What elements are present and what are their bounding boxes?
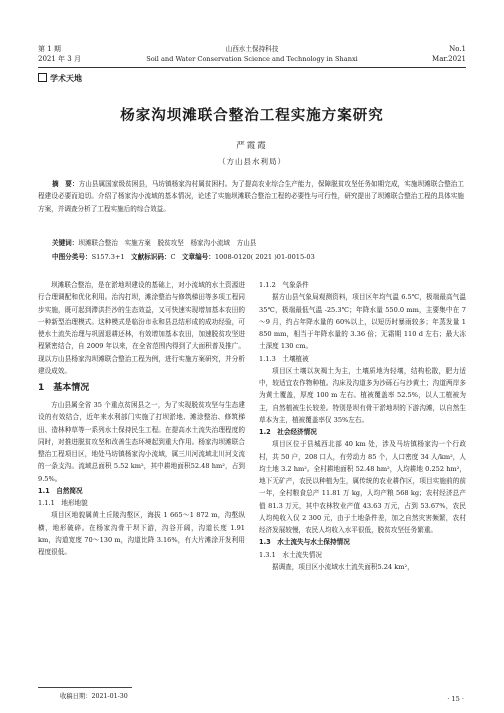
intro-paragraph: 坝滩联合整治，是在淤地坝建设的基础上，对小流域的水土资源进行合理调配和优化利用。治沟打坝，滩涂整治与修筑梯田等多项工程同步实施，既可起到滞洪拦沙的生态效益，又可快速实现增加基本农田的一种新型治理模式。这种模式是临汾市永和县总结形成的成功经验，可使水土流失治理与巩固退耕还林，有效增加基本农田，加速脱贫攻坚进程紧密结合，自 2009 年以来，在全省范围内得到了大面积普及推广。现以方山县杨家沟坝滩联合整治工程为例，进行实施方案研究，并分析建设成效。 <box>38 281 245 375</box>
body-paragraph: 据调查，项目区小流域水土流失面积5.24 km²， <box>272 562 414 571</box>
abstract-text: 方山县属国家级贫困县，马坊镇杨家沟村属贫困村。为了提高农业综合生产能力，保障脱贫攻坚任务如期完成，实施坝滩联合整治工程建设必要而迫切。介绍了杨家沟小流域的基本情况，论述了实施坝滩联合整治工程的必要性与可行性，研究提出了坝滩联合整治工程的具体实施方案，并调查分析了工程实施后的综合效益。 <box>38 180 465 213</box>
subsection-heading: 1.1 自然简况 <box>38 486 83 495</box>
section-heading: 1 基本情况 <box>38 383 90 393</box>
abstract-label: 摘 要： <box>52 180 79 188</box>
clc-label: 中图分类号： <box>52 253 92 261</box>
body-paragraph: 项目区土壤以灰褐土为主，土壤质地为轻壤，结构松散，肥力适中，较适宜农作物种植。沟床及沟道多为沙砾石与沙黄土；沟道两岸多为黄土覆盖，厚度 100 m 左右。植被覆盖率 52.5%，以人工植被为主，自然植被生长较差。特别是坝有骨干淤地坝的下游沟滩，以自然生草本为主，植被覆盖率仅 35%左右。 <box>259 366 466 424</box>
body-paragraph: 项目区地貌属黄土丘陵沟壑区，海拔 1 665～1 872 m，沟壑纵横，地形破碎。在杨家沟骨干坝下游，沟谷开阔，沟道长度 1.91 km，沟道宽度 70～130 m，沟道比降 3.16%，有大片滩涂开发利用程度很低。 <box>38 511 245 556</box>
subsection-heading: 1.3 水土流失与水土保持情况 <box>259 538 350 547</box>
article-id-label: 文章编号： <box>181 253 215 261</box>
column-tag <box>38 73 82 84</box>
header-date-en: Mar.2021 <box>432 55 466 63</box>
body-paragraph: 方山县属全省 35 个重点贫困县之一，为了实现脱贫攻坚与生态建设的有效结合，近年来水利部门实施了打坝淤地、滩涂整治、修筑梯田、造林种草等一系列水土保持民生工程。在提高水土流失治理程度的同时，对推进脱贫攻坚和改善生态环境起到重大作用。杨家沟坝滩联合整治工程项目区，地处马坊镇杨家沟小流域，属三川河流域北川河支流的一条支沟。流域总面积 5.52 km²，其中耕地面积52.48 hm²，占到 9.5%。 <box>38 401 245 483</box>
article-affiliation: （方山县水利局） <box>218 157 286 166</box>
square-icon <box>38 73 47 82</box>
keywords <box>52 238 464 249</box>
journal-name-cn: 山西水土保持科技 <box>225 45 279 53</box>
header-issue-number-en: No.1 <box>449 45 466 53</box>
header-rule <box>38 67 466 68</box>
header-date: 2021 年 3 月 <box>38 55 81 63</box>
clc-value: S157.3+1 <box>91 253 125 261</box>
body-right-column <box>259 279 466 573</box>
body-paragraph: 据方山县气象局观测资料，项目区年均气温 6.5℃，极端最高气温 35℃，极端最低气温 -25.3℃；年降水量 550.0 mm，主要集中在 7～9 月，约占年降水量的 60%以上，以短历时暴雨较多；年蒸发量 1 850 mm，相当于年降水量的 3.36 倍；无霜期 110 d 左右；最大冻土深度 130 cm。 <box>259 293 466 351</box>
journal-name-en: Soil and Water Conservation Science and Technology in Shanxi <box>146 55 358 63</box>
keywords-label: 关键词： <box>52 239 79 247</box>
header-issue-number: 第 1 期 <box>38 45 61 53</box>
article-author: 严霞霞 <box>236 141 268 151</box>
doc-code-value: C <box>170 253 176 261</box>
column-tag-label: 学术天地 <box>50 74 82 83</box>
page-number: · 15 · <box>447 695 464 703</box>
doc-code-label: 文献标识码： <box>130 253 171 261</box>
body-left-column <box>38 279 245 558</box>
body-paragraph: 项目区位于县城西北部 40 km 处，涉及马坊镇杨家沟一个行政村，共 50 户，208 口人，有劳动力 85 个，人口密度 34 人/km²，人均土地 3.2 hm²。全村耕地面积 52.48 hm²，人均耕地 0.252 hm²，地下无矿产，农民以种植为生，属传统的农业耕作区，项目实施前的前一年，全村粮食总产 11.81 万 kg，人均产粮 568 kg；农村经济总产值 81.3 万元，其中农林牧业产值 43.63 万元，占到 53.67%，农民人均纯收入仅 2 300 元，由于土地条件差，加之自然灾害频繁，农村经济发展较慢，农民人均收入水平很低，脱贫攻坚任务繁重。 <box>259 440 466 534</box>
header-issue-en <box>432 44 466 64</box>
keywords-text: 坝滩联合整治 实施方案 脱贫攻坚 杨家沟小流域 方山县 <box>78 239 257 247</box>
footnote-rule <box>38 687 132 688</box>
header-issue <box>38 44 81 64</box>
header-journal <box>130 44 374 64</box>
subsubsection-heading: 1.1.3 土壤植被 <box>259 354 309 363</box>
subsection-heading: 1.2 社会经济情况 <box>259 428 317 436</box>
article-title: 杨家沟坝滩联合整治工程实施方案研究 <box>120 107 384 124</box>
classification-line <box>52 252 464 263</box>
received-date: 收稿日期：2021-01-30 <box>60 693 128 700</box>
subsubsection-heading: 1.3.1 水土流失情况 <box>259 550 322 559</box>
article-id-value: 1008-0120( 2021 )01-0015-03 <box>214 253 315 261</box>
abstract <box>38 178 464 215</box>
subsubsection-heading: 1.1.2 气象条件 <box>259 281 309 289</box>
subsubsection-heading: 1.1.1 地形地貌 <box>38 499 88 507</box>
